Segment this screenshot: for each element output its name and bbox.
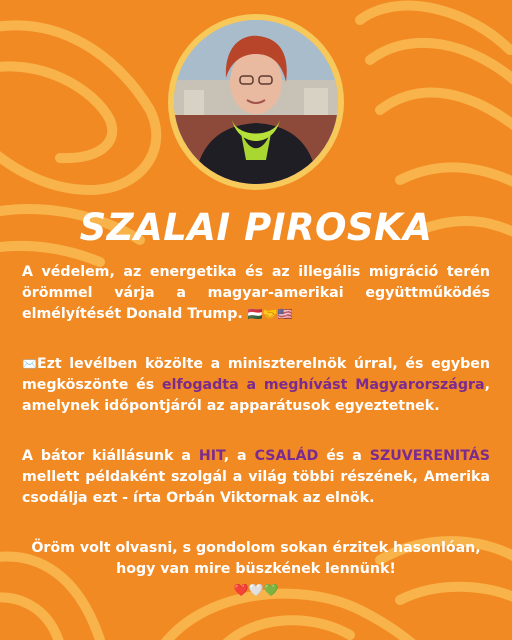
highlight-csalad: CSALÁD [254, 448, 319, 464]
paragraph-4 [22, 538, 490, 601]
portrait-ring [168, 14, 344, 190]
paragraph-2-text-a: Ezt levélben közölte a miniszterelnök úrral, és egyben megköszönte és [22, 356, 490, 393]
portrait-photo [174, 20, 338, 184]
paragraph-1 [22, 262, 490, 325]
paragraph-4-text: Öröm volt olvasni, s gondolom sokan érzitek hasonlóan, hogy van mire büszkének lennünk! [31, 540, 481, 577]
paragraph-3 [22, 446, 490, 509]
page-title: SZALAI PIROSKA [79, 206, 433, 249]
hearts-emoji: ❤️🤍💚 [233, 583, 279, 597]
highlight-hit: HIT [198, 448, 224, 464]
highlight-szuverenitas: SZUVERENITÁS [369, 448, 490, 464]
paragraph-2-text-b: , amelynek időpontjáról az apparátusok egyeztetnek. [22, 377, 491, 414]
paragraph-3-text-b: , a [223, 448, 255, 464]
highlight-invitation: elfogadta a meghívást Magyarországra [162, 377, 485, 393]
paragraph-3-text-d: mellett példaként szolgál a világ többi részének, Amerika csodálja ezt - írta Orbán Viktornak az elnök. [22, 469, 490, 506]
paragraph-3-text-a: A bátor kiállásunk a [22, 448, 199, 464]
portrait-illustration [174, 20, 338, 184]
paragraph-2 [22, 354, 490, 417]
paragraph-3-text-c: és a [318, 448, 370, 464]
envelope-icon: ✉️ [22, 357, 37, 371]
flags-handshake-emoji: 🇭🇺🤝🇺🇸 [247, 307, 293, 321]
paragraph-1-text: A védelem, az energetika és az illegális migráció terén örömmel várja a magyar-amerikai együttműködés elmélyítését Donald Trump. [22, 264, 490, 322]
